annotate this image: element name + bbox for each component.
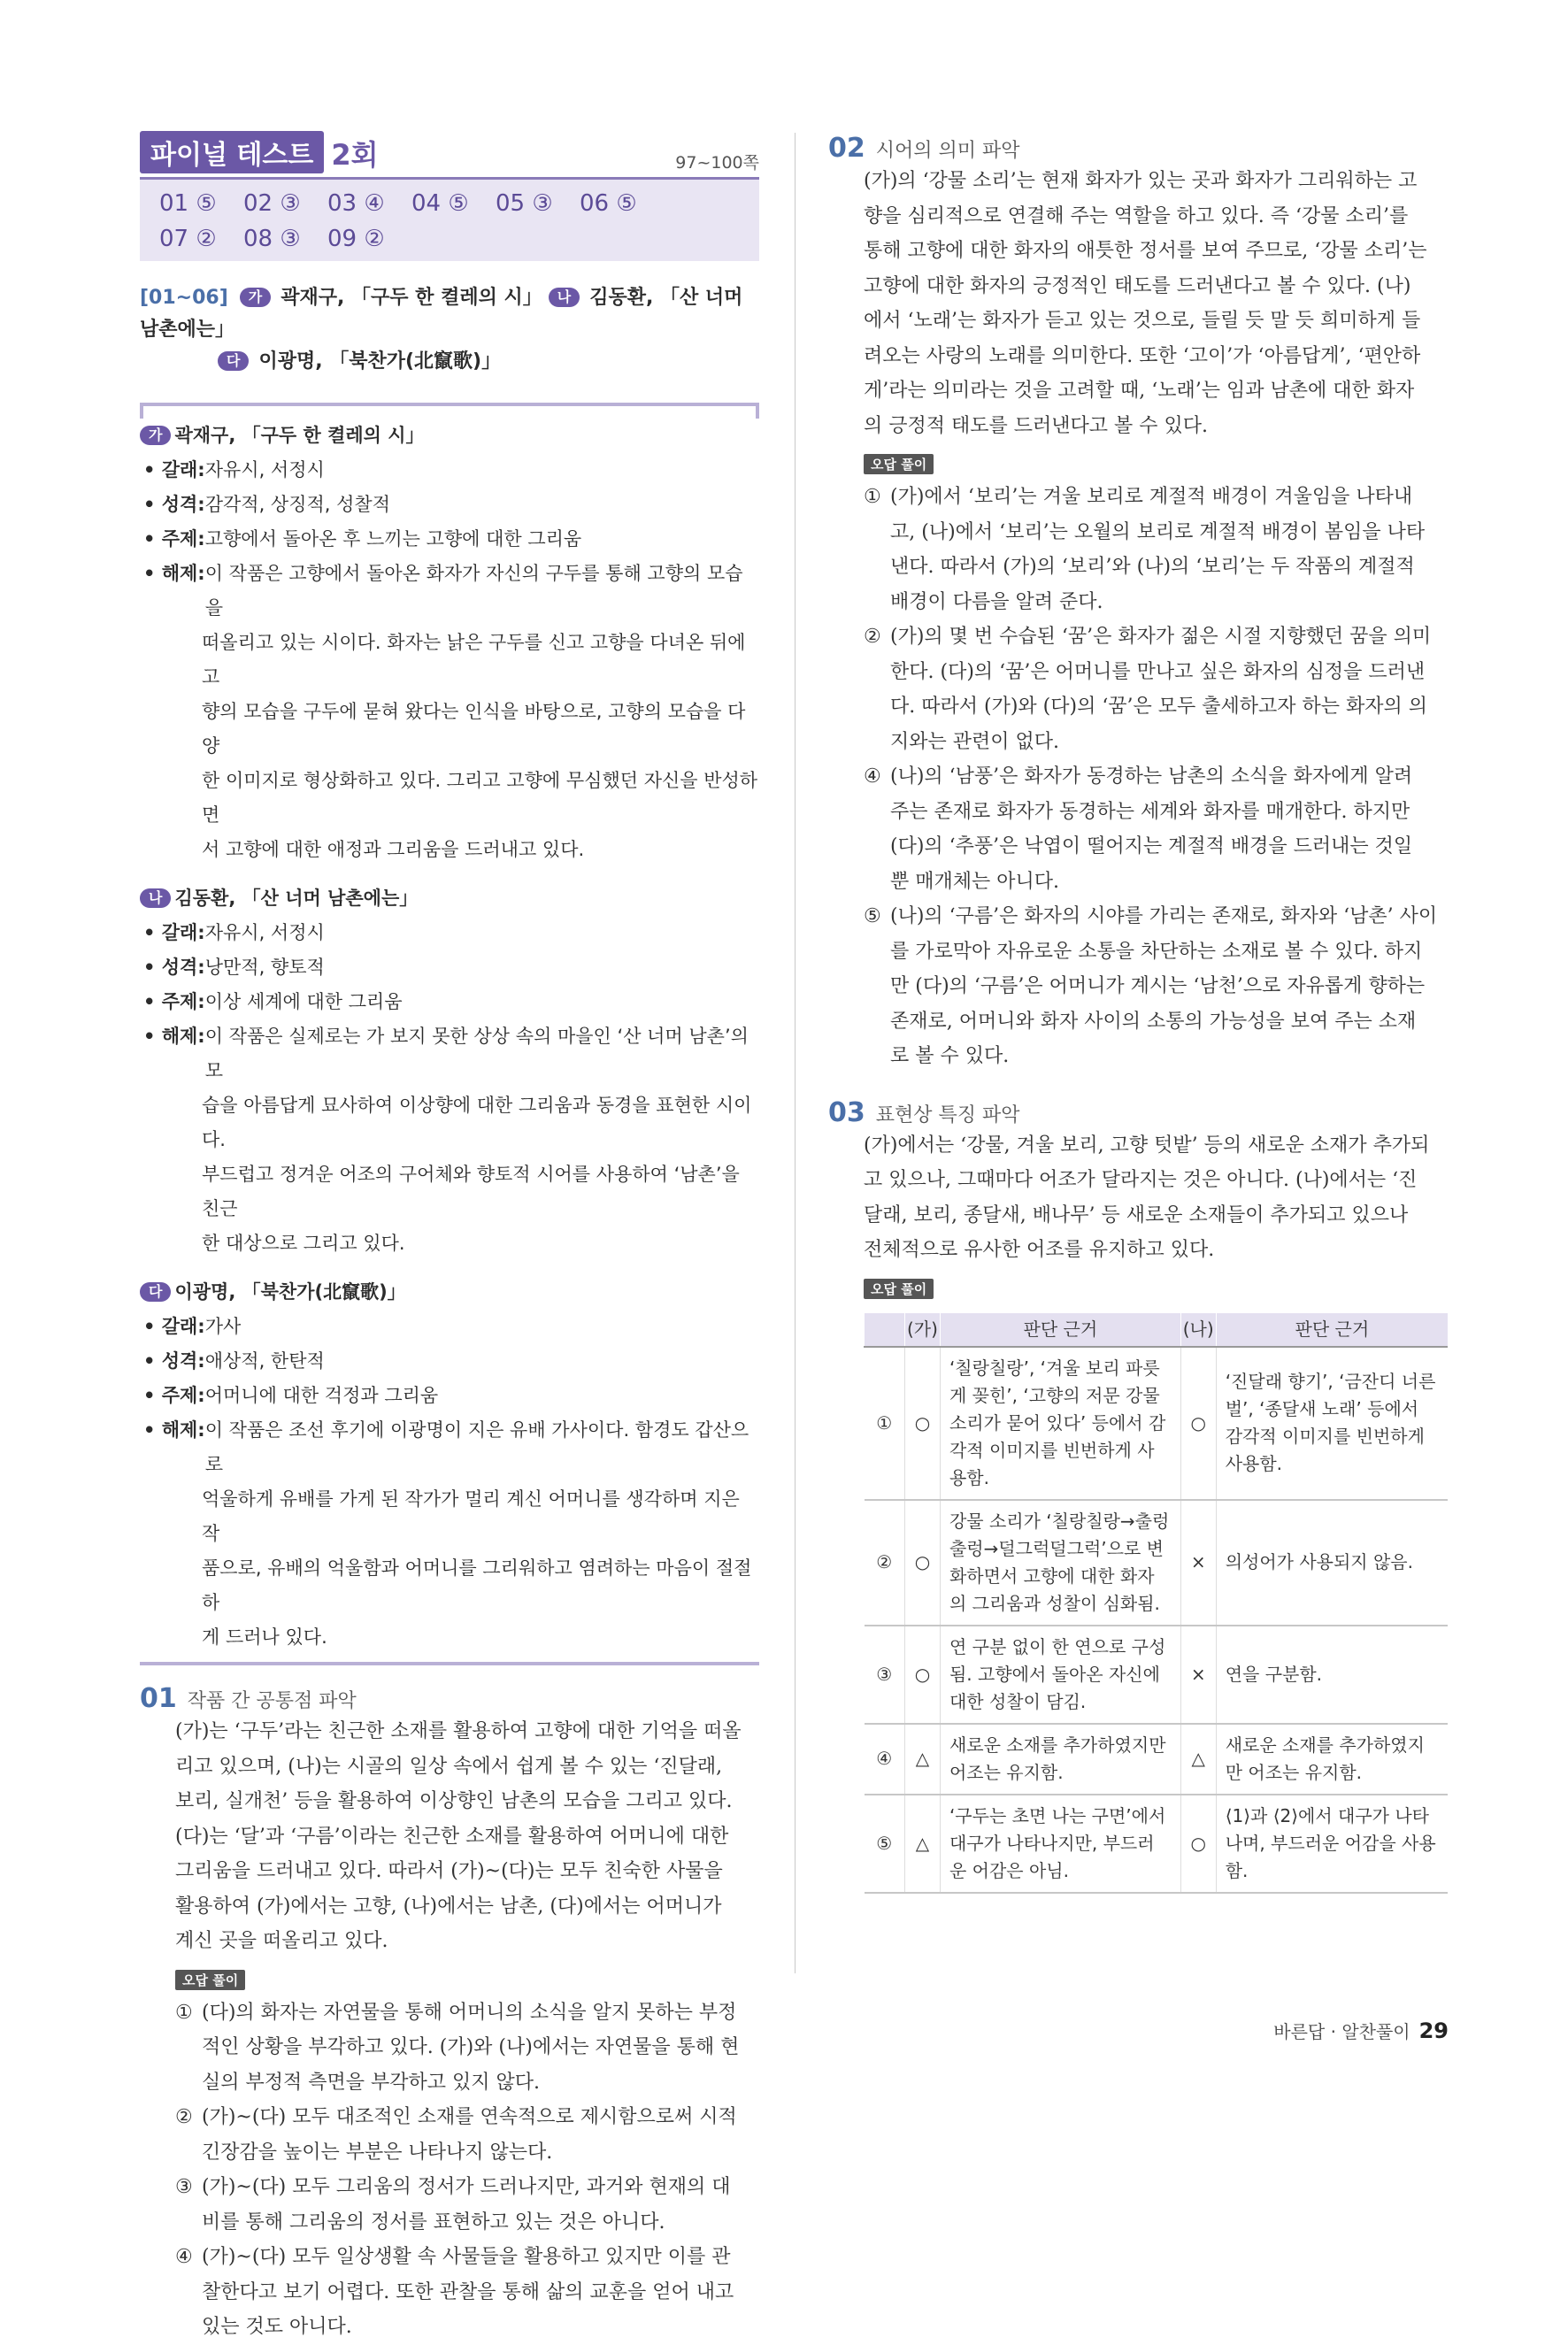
answer-item: 08 ③ — [243, 226, 301, 252]
item-number: ④ — [864, 765, 881, 788]
info-value: 가사 — [204, 1316, 242, 1337]
text-line: 게’라는 의미라는 것을 고려할 때, ‘노래’는 임과 남촌에 대한 화자 — [864, 380, 1415, 402]
wrong-answer-badge: 오답 풀이 — [864, 1279, 934, 1299]
table-header: (나) — [1180, 1313, 1216, 1347]
info-section-ga — [140, 419, 759, 867]
text-line: 의 긍정적 태도를 드러낸다고 볼 수 있다. — [864, 414, 1208, 437]
work-ga: 곽재구, 「구두 한 켤레의 시」 — [281, 287, 542, 309]
text-line: 고 있으나, 그때마다 어조가 달라지는 것은 아니다. (나)에서는 ‘진 — [864, 1169, 1418, 1191]
info-line: 습을 아름답게 묘사하여 이상향에 대한 그리움과 동경을 표현한 시이다. — [202, 1095, 752, 1150]
text-line: 전체적으로 유사한 어조를 유지하고 있다. — [864, 1239, 1215, 1261]
text-line: 있는 것도 아니다. — [202, 2316, 352, 2338]
page-number: 29 — [1418, 2018, 1449, 2043]
answer-item: 07 ② — [159, 226, 217, 252]
text-line: 비를 통해 그리움의 정서를 표현하고 있는 것은 아니다. — [202, 2210, 665, 2234]
info-value: 이상 세계에 대한 그리움 — [204, 991, 403, 1012]
wrong-answer-badge: 오답 풀이 — [175, 1970, 245, 1990]
table-cell: 강물 소리가 ‘칠랑칠랑→출렁출렁→덜그럭덜그럭’으로 변화하면서 고향에 대한 화자의 그리움과 성찰이 심화됨. — [940, 1500, 1180, 1626]
column-divider — [795, 133, 796, 1973]
text-line: (가)~(다) 모두 대조적인 소재를 연속적으로 제시함으로써 시적 — [202, 2106, 737, 2128]
info-label: • 주제: — [143, 1385, 205, 1406]
text-line: 보리, 실개천’ 등을 활용하여 이상향인 남촌의 모습을 그리고 있다. — [175, 1790, 733, 1812]
table-cell: ⟨1⟩과 ⟨2⟩에서 대구가 나타나며, 부드러운 어감을 사용함. — [1216, 1795, 1448, 1893]
wrong-answer-item — [828, 480, 1448, 619]
table-cell: ① — [865, 1347, 905, 1500]
info-line: 한 대상으로 그리고 있다. — [202, 1233, 405, 1254]
info-section-na — [140, 881, 759, 1261]
table-cell: ‘칠랑칠랑’, ‘겨울 보리 파릇게 꽂힌’, ‘고향의 저문 강물 소리가 묻어 있다’ 등에서 감각적 이미지를 빈번하게 사용함. — [940, 1347, 1180, 1500]
table-row — [865, 1626, 1449, 1724]
answer-item: 06 ⑤ — [580, 190, 637, 217]
info-label: • 갈래: — [143, 922, 205, 943]
question-number: 01 — [140, 1683, 177, 1714]
info-line: 게 드러나 있다. — [202, 1626, 327, 1648]
question-03-explanation — [828, 1128, 1448, 1268]
item-number: ③ — [175, 2176, 193, 2198]
work-tag-ga: 가 — [240, 288, 271, 307]
text-line: 낸다. 따라서 (가)의 ‘보리’와 (나)의 ‘보리’는 두 작품의 계절적 — [890, 556, 1415, 578]
table-cell: ○ — [904, 1347, 940, 1500]
table-header: 판단 근거 — [1216, 1313, 1448, 1347]
answer-item: 05 ③ — [496, 190, 553, 217]
wrong-answer-item — [828, 759, 1448, 899]
info-title-na: 김동환, 「산 너머 남촌에는」 — [174, 888, 419, 909]
table-cell: ○ — [1180, 1347, 1216, 1500]
text-line: 리고 있으며, (나)는 시골의 일상 속에서 쉽게 볼 수 있는 ‘진달래, — [175, 1755, 723, 1778]
text-line: 를 가로막아 자유로운 소통을 차단하는 소재로 볼 수 있다. 하지 — [890, 940, 1423, 963]
table-row — [865, 1724, 1449, 1795]
wrong-answer-item — [140, 2100, 759, 2170]
table-header: (가) — [904, 1313, 940, 1347]
text-line: (가)~(다) 모두 일상생활 속 사물들을 활용하고 있지만 이를 관 — [202, 2246, 731, 2268]
text-line: (가)의 몇 번 수습된 ‘꿈’은 화자가 젊은 시절 지향했던 꿈을 의미 — [890, 626, 1432, 648]
question-02-explanation — [828, 164, 1448, 443]
table-cell: ⑤ — [865, 1795, 905, 1893]
text-line: (가)는 ‘구두’라는 친근한 소재를 활용하여 고향에 대한 기억을 떠올 — [175, 1720, 742, 1742]
item-number: ④ — [175, 2246, 193, 2268]
text-line: 에서 ‘노래’는 화자가 듣고 있는 것으로, 들릴 듯 말 듯 희미하게 들 — [864, 310, 1421, 332]
table-header: 판단 근거 — [940, 1313, 1180, 1347]
text-line: 계신 곳을 떠올리고 있다. — [175, 1930, 388, 1952]
wrong-answer-item — [140, 1995, 759, 2101]
text-line: (가)의 ‘강물 소리’는 현재 화자가 있는 곳과 화자가 그리워하는 고 — [864, 170, 1418, 192]
text-line: 실의 부정적 측면을 부각하고 있지 않다. — [202, 2071, 540, 2094]
info-value: 어머니에 대한 걱정과 그리움 — [204, 1385, 439, 1406]
text-line: 존재로, 어머니와 화자 사이의 소통의 가능성을 보여 주는 소재 — [890, 1010, 1417, 1033]
info-value: 자유시, 서정시 — [204, 922, 325, 943]
info-section-da — [140, 1275, 759, 1655]
question-03-header — [828, 1097, 1448, 1128]
info-value: 이 작품은 실제로는 가 보지 못한 상상 속의 마을인 ‘산 너머 남촌’의 모 — [204, 1026, 749, 1081]
page-footer — [1273, 2018, 1449, 2043]
table-cell: × — [1180, 1500, 1216, 1626]
info-line: 떠올리고 있는 시이다. 화자는 낡은 구두를 신고 고향을 다녀온 뒤에 고 — [202, 632, 746, 688]
answer-item: 01 ⑤ — [159, 190, 217, 217]
info-value: 낭만적, 향토적 — [204, 957, 325, 978]
info-label: • 성격: — [143, 494, 205, 515]
text-line: 향을 심리적으로 연결해 주는 역할을 하고 있다. 즉 ‘강물 소리’를 — [864, 204, 1409, 227]
table-cell: △ — [904, 1795, 940, 1893]
info-label: • 해제: — [143, 1026, 205, 1047]
item-number: ① — [175, 2001, 193, 2024]
info-value: 고향에서 돌아온 후 느끼는 고향에 대한 그리움 — [204, 528, 582, 550]
work-tag-na: 나 — [549, 288, 580, 307]
text-line: 적인 상황을 부각하고 있다. (가)와 (나)에서는 자연물을 통해 현 — [202, 2036, 740, 2058]
question-range: [01~06] — [140, 287, 228, 309]
table-row — [865, 1500, 1449, 1626]
info-value: 자유시, 서정시 — [204, 459, 325, 481]
info-value: 이 작품은 고향에서 돌아온 화자가 자신의 구두를 통해 고향의 모습을 — [204, 563, 743, 619]
table-cell: 새로운 소재를 추가하였지만 어조는 유지함. — [940, 1724, 1180, 1795]
text-line: 주는 존재로 화자가 동경하는 세계와 화자를 매개한다. 하지만 — [890, 800, 1410, 823]
item-number: ② — [175, 2106, 193, 2128]
text-line: (가)~(다) 모두 그리움의 정서가 드러나지만, 과거와 현재의 대 — [202, 2176, 731, 2198]
info-line: 서 고향에 대한 애정과 그리움을 드러내고 있다. — [202, 839, 585, 860]
table-cell: × — [1180, 1626, 1216, 1724]
test-round: 2회 — [331, 138, 379, 172]
answer-key — [140, 180, 759, 261]
question-number: 02 — [828, 133, 865, 164]
wrong-answer-item — [828, 899, 1448, 1074]
text-line: 긴장감을 높이는 부분은 나타나지 않는다. — [202, 2141, 553, 2164]
info-line: 품으로, 유배의 억울함과 어머니를 그리워하고 염려하는 마음이 절절하 — [202, 1557, 752, 1613]
table-cell: ‘구두는 초면 나는 구면’에서 대구가 나타나지만, 부드러운 어감은 아님. — [940, 1795, 1180, 1893]
info-line: 향의 모습을 구두에 묻혀 왔다는 인식을 바탕으로, 고향의 모습을 다양 — [202, 701, 746, 757]
page-range: 97~100쪽 — [675, 153, 759, 173]
info-tag-ga: 가 — [140, 426, 171, 445]
text-line: 그리움을 드러내고 있다. 따라서 (가)~(다)는 모두 친숙한 사물을 — [175, 1860, 723, 1882]
info-title-da: 이광명, 「북찬가(北竄歌)」 — [174, 1281, 406, 1303]
wrong-answer-item — [140, 2240, 759, 2345]
question-02-header — [828, 133, 1448, 164]
info-label: • 갈래: — [143, 459, 205, 481]
text-line: (다)는 ‘달’과 ‘구름’이라는 친근한 소재를 활용하여 어머니에 대한 — [175, 1825, 729, 1848]
work-tag-da: 다 — [218, 351, 249, 371]
info-label: • 성격: — [143, 1350, 205, 1372]
text-line: (나)의 ‘남풍’은 화자가 동경하는 남촌의 소식을 화자에게 알려 — [890, 765, 1413, 788]
info-label: • 해제: — [143, 1419, 205, 1441]
text-line: 려오는 사랑의 노래를 의미한다. 또한 ‘고이’가 ‘아름답게’, ‘편안하 — [864, 344, 1421, 367]
info-line: 부드럽고 정겨운 어조의 구어체와 향토적 시어를 사용하여 ‘남촌’을 친근 — [202, 1164, 740, 1219]
text-line: (가)에서 ‘보리’는 겨울 보리로 계절적 배경이 겨울임을 나타내 — [890, 486, 1413, 508]
table-header — [865, 1313, 905, 1347]
test-title-badge: 파이널 테스트 — [140, 131, 324, 173]
table-cell: 의성어가 사용되지 않음. — [1216, 1500, 1448, 1626]
info-value: 애상적, 한탄적 — [204, 1350, 325, 1372]
work-info-box — [140, 403, 759, 1665]
text-line: 활용하여 (가)에서는 고향, (나)에서는 남촌, (다)에서는 어머니가 — [175, 1895, 722, 1918]
text-line: (다)의 ‘추풍’은 낙엽이 떨어지는 계절적 배경을 드러내는 것일 — [890, 835, 1413, 857]
answer-item: 03 ④ — [327, 190, 385, 217]
left-column — [140, 131, 759, 2345]
answer-item: 04 ⑤ — [411, 190, 469, 217]
wrong-answer-item — [140, 2170, 759, 2240]
text-line: 배경이 다름을 알려 준다. — [890, 590, 1103, 613]
question-01-header — [140, 1683, 759, 1714]
text-line: 찰한다고 보기 어렵다. 또한 관찰을 통해 삶의 교훈을 얻어 내고 — [202, 2280, 734, 2303]
text-line: (가)에서는 ‘강물, 겨울 보리, 고향 텃밭’ 등의 새로운 소재가 추가되 — [864, 1134, 1430, 1157]
info-label: • 주제: — [143, 991, 205, 1012]
answer-item: 09 ② — [327, 226, 385, 252]
table-cell: ④ — [865, 1724, 905, 1795]
info-label: • 성격: — [143, 957, 205, 978]
table-cell: ② — [865, 1500, 905, 1626]
info-value: 감각적, 상징적, 성찰적 — [204, 494, 390, 515]
table-cell: 연 구분 없이 한 연으로 구성됨. 고향에서 돌아온 자신에 대한 성찰이 담김. — [940, 1626, 1180, 1724]
right-column — [828, 131, 1448, 1894]
text-line: (다)의 화자는 자연물을 통해 어머니의 소식을 알지 못하는 부정 — [202, 2001, 737, 2024]
table-cell: ○ — [904, 1626, 940, 1724]
text-line: 다. 따라서 (가)와 (다)의 ‘꿈’은 모두 출세하고자 하는 화자의 의 — [890, 696, 1428, 718]
info-label: • 해제: — [143, 563, 205, 584]
table-cell: △ — [1180, 1724, 1216, 1795]
table-cell: ○ — [904, 1500, 940, 1626]
table-cell: ③ — [865, 1626, 905, 1724]
text-line: 달래, 보리, 종달새, 배나무’ 등 새로운 소재들이 추가되고 있으나 — [864, 1203, 1409, 1226]
info-tag-da: 다 — [140, 1282, 171, 1302]
text-line: 고향에 대한 화자의 긍정적인 태도를 드러낸다고 볼 수 있다. (나) — [864, 274, 1411, 297]
info-line: 한 이미지로 형상화하고 있다. 그리고 고향에 무심했던 자신을 반성하면 — [202, 770, 758, 826]
work-na: 김동환, 「산 너머 남촌에는」 — [140, 287, 743, 341]
question-title: 작품 간 공통점 파악 — [187, 1690, 357, 1712]
test-header — [140, 131, 759, 180]
text-line: 만 (다)의 ‘구름’은 어머니가 계시는 ‘남천’으로 자유롭게 향하는 — [890, 975, 1426, 997]
text-line: 로 볼 수 있다. — [890, 1045, 1010, 1067]
table-cell: 새로운 소재를 추가하였지만 어조는 유지함. — [1216, 1724, 1448, 1795]
text-line: 통해 고향에 대한 화자의 애틋한 정서를 보여 주므로, ‘강물 소리’는 — [864, 240, 1427, 262]
item-number: ① — [864, 486, 881, 508]
table-row — [865, 1795, 1449, 1893]
info-label: • 갈래: — [143, 1316, 205, 1337]
question-title: 시어의 의미 파악 — [875, 140, 1020, 162]
text-line: 한다. (다)의 ‘꿈’은 어머니를 만나고 싶은 화자의 심정을 드러낸 — [890, 660, 1426, 683]
table-cell: 연을 구분함. — [1216, 1626, 1448, 1724]
info-line: 억울하게 유배를 가게 된 작가가 멀리 계신 어머니를 생각하며 지은 작 — [202, 1488, 740, 1544]
judgment-table — [864, 1313, 1448, 1894]
work-da: 이광명, 「북찬가(北竄歌)」 — [258, 350, 502, 373]
wrong-answer-badge: 오답 풀이 — [864, 454, 934, 474]
info-label: • 주제: — [143, 528, 205, 550]
text-line: 지와는 관련이 없다. — [890, 730, 1059, 753]
table-row — [865, 1347, 1449, 1500]
question-title: 표현상 특징 파악 — [875, 1103, 1020, 1126]
item-number: ⑤ — [864, 905, 881, 927]
answer-item: 02 ③ — [243, 190, 301, 217]
wrong-answer-item — [828, 619, 1448, 759]
question-01-explanation — [140, 1714, 759, 1959]
table-header-row — [865, 1313, 1449, 1347]
text-line: 고, (나)에서 ‘보리’는 오월의 보리로 계절적 배경이 봄임을 나타 — [890, 520, 1426, 543]
table-cell: △ — [904, 1724, 940, 1795]
item-number: ② — [864, 626, 881, 648]
info-tag-na: 나 — [140, 888, 171, 908]
works-list — [140, 282, 759, 378]
info-value: 이 작품은 조선 후기에 이광명이 지은 유배 가사이다. 함경도 갑산으로 — [204, 1419, 749, 1475]
table-cell: ‘진달래 향기’, ‘금잔디 너른 벌’, ‘종달새 노래’ 등에서 감각적 이미지를 빈번하게 사용함. — [1216, 1347, 1448, 1500]
table-cell: ○ — [1180, 1795, 1216, 1893]
text-line: (나)의 ‘구름’은 화자의 시야를 가리는 존재로, 화자와 ‘남촌’ 사이 — [890, 905, 1438, 927]
footer-text: 바른답 · 알찬풀이 — [1273, 2021, 1410, 2042]
info-title-ga: 곽재구, 「구두 한 켤레의 시」 — [174, 425, 425, 446]
question-number: 03 — [828, 1096, 865, 1128]
text-line: 뿐 매개체는 아니다. — [890, 870, 1059, 893]
